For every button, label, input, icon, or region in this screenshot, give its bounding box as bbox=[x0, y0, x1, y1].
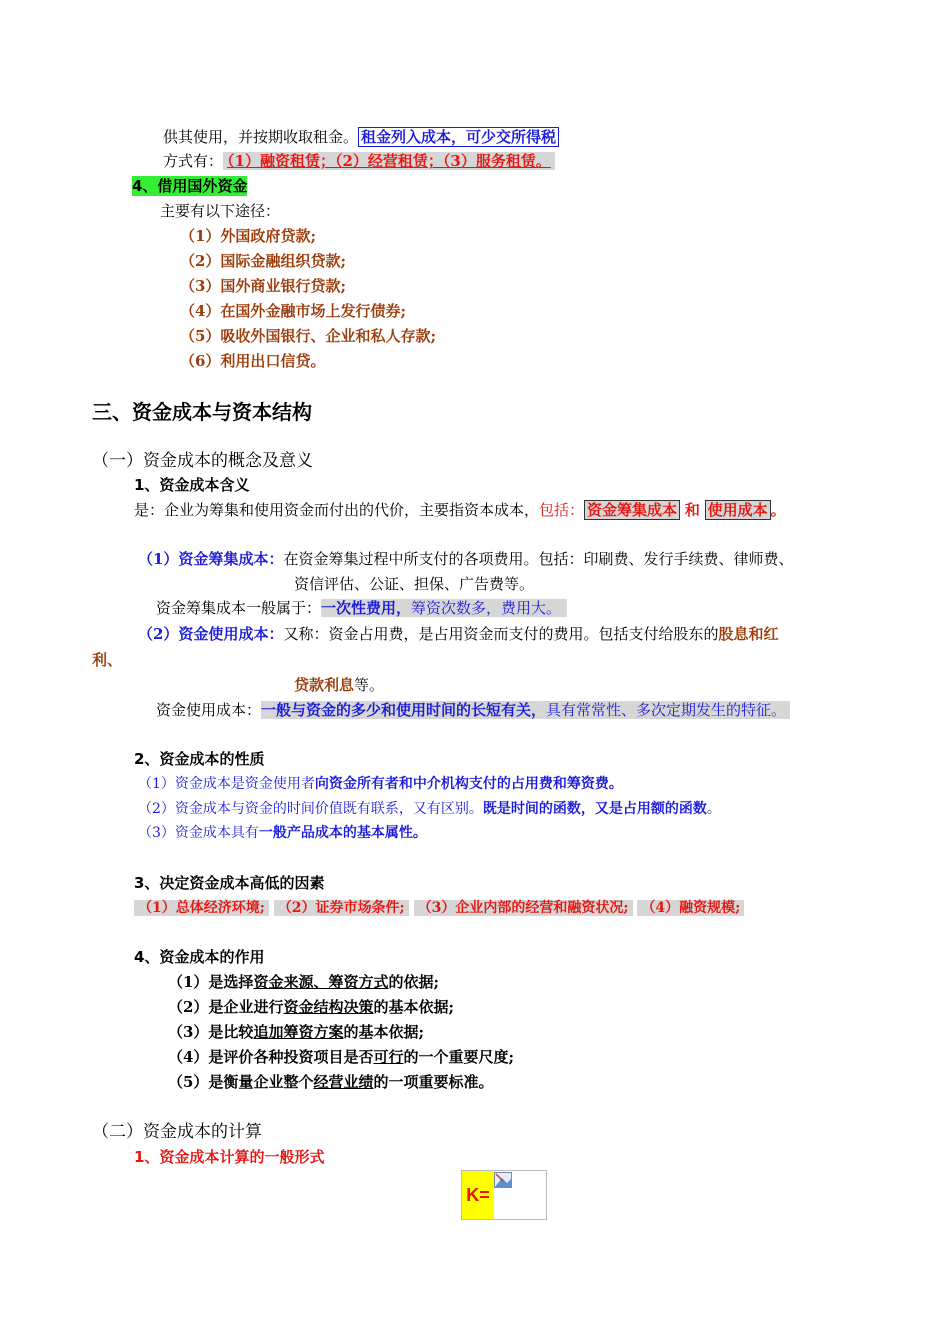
use-related-bold: 一般与资金的多少和使用时间的长短有关， bbox=[261, 701, 547, 719]
role-2-b: 的基本依据; bbox=[373, 998, 455, 1016]
use-related-line bbox=[156, 700, 790, 720]
role-4 bbox=[168, 1047, 514, 1067]
subsection-1-title: （一）资金成本的概念及意义 bbox=[92, 451, 313, 471]
role-5-a: （5）是衡量企业整个 bbox=[168, 1073, 314, 1091]
raise-text-1: 在资金筹集过程中所支付的各项费用。包括：印刷费、发行手续费、律师费、 bbox=[283, 550, 794, 568]
raise-text-2: 资信评估、公证、担保、广告费等。 bbox=[294, 575, 535, 593]
raise-line-1 bbox=[138, 549, 793, 569]
use-dividend: 股息和红 bbox=[718, 625, 779, 643]
foreign-intro: 主要有以下途径： bbox=[160, 202, 281, 220]
foreign-item-6: （6）利用出口信贷。 bbox=[180, 352, 326, 370]
raise-once-rest: 筹资次数多，费用大。 bbox=[411, 599, 562, 617]
role-5-key: 经营业绩 bbox=[313, 1073, 374, 1091]
role-3-key: 追加筹资方案 bbox=[253, 1023, 344, 1041]
role-4-b: 的一个重要尺度; bbox=[403, 1048, 515, 1066]
role-1 bbox=[168, 972, 439, 992]
section-title: 三、资金成本与资本结构 bbox=[92, 400, 312, 424]
factor-heading: 3、决定资金成本高低的因素 bbox=[134, 874, 325, 892]
role-5 bbox=[168, 1072, 493, 1092]
role-3-a: （3）是比较 bbox=[168, 1023, 254, 1041]
lease-text: 供其使用，并按期收取租金。 bbox=[163, 128, 359, 146]
role-2-a: （2）是企业进行 bbox=[168, 998, 284, 1016]
role-2 bbox=[168, 997, 454, 1017]
lease-line-1 bbox=[163, 127, 559, 147]
lease-line-2 bbox=[163, 151, 555, 171]
use-interest-line bbox=[294, 675, 384, 695]
use-label: （2）资金使用成本： bbox=[138, 625, 284, 643]
use-line-1 bbox=[138, 624, 778, 644]
nature-2-c: 。 bbox=[706, 801, 721, 817]
use-related-rest: 具有常常性、多次定期发生的特征。 bbox=[546, 701, 787, 719]
nature-3 bbox=[138, 823, 427, 843]
nature-3-a: （3）资金成本具有 bbox=[138, 825, 259, 841]
factor-list bbox=[134, 898, 744, 918]
meaning-heading: 1、资金成本含义 bbox=[134, 476, 250, 494]
meaning-line bbox=[134, 500, 786, 520]
foreign-item-5: （5）吸收外国银行、企业和私人存款; bbox=[180, 327, 436, 345]
formula-box bbox=[461, 1170, 547, 1220]
raise-cost-tag: 资金筹集成本 bbox=[584, 500, 680, 520]
lease-types: （1）融资租赁；（2）经营租赁；（3）服务租赁。 bbox=[223, 152, 555, 170]
raise-belongs-label: 资金筹集成本一般属于： bbox=[156, 599, 322, 617]
role-4-a: （4）是评价各种投资项目是否 bbox=[168, 1048, 374, 1066]
use-related-label: 资金使用成本： bbox=[156, 701, 262, 719]
use-dividend-2: 利、 bbox=[92, 651, 123, 669]
meaning-includes: 包括： bbox=[539, 501, 585, 519]
calc-heading: 1、资金成本计算的一般形式 bbox=[134, 1148, 325, 1166]
role-3 bbox=[168, 1022, 424, 1042]
lease-tax-box: 租金列入成本，可少交所得税 bbox=[358, 127, 559, 147]
lease-types-label: 方式有： bbox=[163, 152, 224, 170]
role-1-key: 资金来源、筹资方式 bbox=[253, 973, 389, 991]
broken-image-icon bbox=[494, 1172, 512, 1188]
use-etc: 等。 bbox=[354, 676, 385, 694]
nature-1-b: 向资金所有者和中介机构支付的占用费和筹资费。 bbox=[314, 776, 623, 792]
use-text: 又称：资金占用费，是占用资金而支付的费用。包括支付给股东的 bbox=[283, 625, 719, 643]
formula-k: K= bbox=[462, 1171, 494, 1219]
foreign-heading: 4、借用国外资金 bbox=[132, 177, 248, 195]
factor-1: （1）总体经济环境; bbox=[134, 900, 269, 916]
role-2-key: 资金结构决策 bbox=[283, 998, 374, 1016]
role-1-b: 的依据; bbox=[388, 973, 440, 991]
meaning-text: 是：企业为筹集和使用资金而付出的代价，主要指资本成本， bbox=[134, 501, 540, 519]
nature-3-b: 一般产品成本的基本属性。 bbox=[258, 825, 427, 841]
role-5-b: 的一项重要标准。 bbox=[373, 1073, 494, 1091]
use-cost-tag: 使用成本 bbox=[705, 500, 771, 520]
foreign-item-3: （3）国外商业银行贷款; bbox=[180, 277, 346, 295]
factor-4: （4）融资规模; bbox=[637, 900, 744, 916]
nature-1 bbox=[138, 774, 623, 794]
factor-2: （2）证券市场条件; bbox=[274, 900, 409, 916]
meaning-end: 。 bbox=[770, 501, 786, 519]
foreign-item-1: （1）外国政府贷款; bbox=[180, 227, 316, 245]
raise-label: （1）资金筹集成本： bbox=[138, 550, 284, 568]
raise-once: 一次性费用， bbox=[321, 599, 412, 617]
role-1-a: （1）是选择 bbox=[168, 973, 254, 991]
nature-1-a: （1）资金成本是资金使用者 bbox=[138, 776, 315, 792]
role-heading: 4、资金成本的作用 bbox=[134, 948, 265, 966]
foreign-item-2: （2）国际金融组织贷款; bbox=[180, 252, 346, 270]
factor-3: （3）企业内部的经营和融资状况; bbox=[414, 900, 633, 916]
foreign-item-4: （4）在国外金融市场上发行债券; bbox=[180, 302, 406, 320]
and-text: 和 bbox=[684, 501, 700, 519]
nature-2-a: （2）资金成本与资金的时间价值既有联系，又有区别。 bbox=[138, 801, 483, 817]
nature-heading: 2、资金成本的性质 bbox=[134, 750, 265, 768]
subsection-2-title: （二）资金成本的计算 bbox=[92, 1122, 262, 1142]
nature-2 bbox=[138, 799, 721, 819]
raise-belongs-line bbox=[156, 598, 567, 618]
role-3-b: 的基本依据; bbox=[343, 1023, 425, 1041]
role-4-key: 可行 bbox=[373, 1048, 404, 1066]
nature-2-b: 既是时间的函数，又是占用额的函数 bbox=[482, 801, 707, 817]
use-interest: 贷款利息 bbox=[294, 676, 355, 694]
